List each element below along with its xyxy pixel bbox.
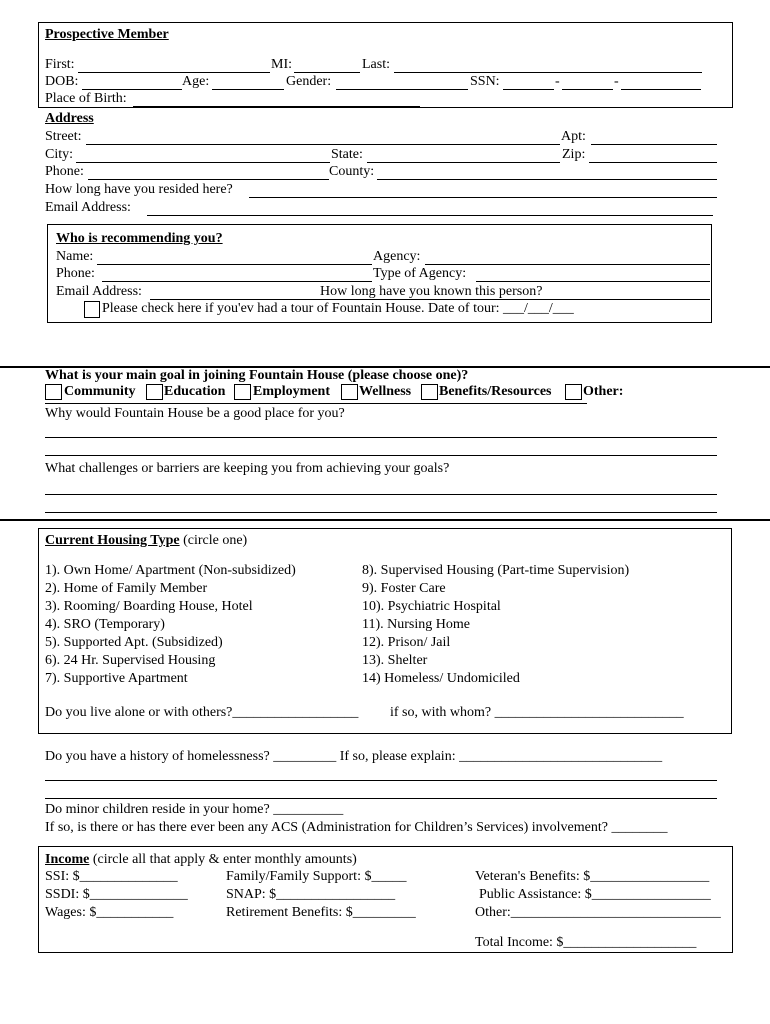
total-income-field[interactable]: Total Income: $___________________ bbox=[475, 935, 697, 950]
housing-option[interactable]: 12). Prison/ Jail bbox=[362, 635, 451, 650]
challenges-field-1[interactable] bbox=[45, 494, 717, 495]
housing-option[interactable]: 1). Own Home/ Apartment (Non-subsidized) bbox=[45, 563, 296, 578]
phone-field[interactable] bbox=[88, 179, 329, 180]
gender-field[interactable] bbox=[336, 89, 468, 90]
housing-option[interactable]: 8). Supervised Housing (Part-time Supervision) bbox=[362, 563, 630, 578]
retirement-benefits-field[interactable]: Retirement Benefits: $_________ bbox=[226, 905, 416, 920]
goal-question: What is your main goal in joining Fountain House (please choose one)? bbox=[45, 368, 469, 383]
how-long-resided-label: How long have you resided here? bbox=[45, 182, 233, 197]
goal-employment-label: Employment bbox=[253, 384, 330, 399]
ssn-dash-1: - bbox=[555, 74, 560, 89]
housing-option[interactable]: 6). 24 Hr. Supervised Housing bbox=[45, 653, 216, 668]
address-title: Address bbox=[45, 111, 94, 126]
ssn-label: SSN: bbox=[470, 74, 500, 89]
rec-type-label: Type of Agency: bbox=[373, 266, 467, 281]
public-assistance-field[interactable]: Public Assistance: $_________________ bbox=[479, 887, 711, 902]
goal-benefits-checkbox[interactable] bbox=[421, 384, 438, 400]
place-of-birth-field[interactable] bbox=[133, 106, 420, 107]
housing-option[interactable]: 13). Shelter bbox=[362, 653, 428, 668]
ssn-field-1[interactable] bbox=[503, 89, 554, 90]
city-field[interactable] bbox=[76, 162, 330, 163]
goal-community-checkbox[interactable] bbox=[45, 384, 62, 400]
tour-label: Please check here if you'ev had a tour of Fountain House. Date of tour: ___/___/___ bbox=[102, 301, 574, 316]
rec-phone-label: Phone: bbox=[56, 266, 95, 281]
housing-title-row bbox=[45, 533, 247, 549]
goal-employment-checkbox[interactable] bbox=[234, 384, 251, 400]
prospective-member-title: Prospective Member bbox=[45, 27, 169, 42]
rec-name-label: Name: bbox=[56, 249, 94, 264]
email-label: Email Address: bbox=[45, 200, 131, 215]
goal-benefits-label: Benefits/Resources bbox=[439, 384, 552, 399]
goal-wellness-checkbox[interactable] bbox=[341, 384, 358, 400]
housing-option[interactable]: 14) Homeless/ Undomiciled bbox=[362, 671, 520, 686]
mi-field[interactable] bbox=[294, 72, 360, 73]
ssn-field-3[interactable] bbox=[621, 89, 701, 90]
with-whom-question[interactable]: if so, with whom? ___________________________ bbox=[390, 705, 684, 720]
goal-community-label: Community bbox=[64, 384, 136, 399]
dob-label: DOB: bbox=[45, 74, 79, 89]
section-divider-2 bbox=[0, 519, 770, 521]
age-field[interactable] bbox=[212, 89, 284, 90]
challenges-label: What challenges or barriers are keeping you from achieving your goals? bbox=[45, 461, 450, 476]
income-title-row bbox=[45, 852, 357, 868]
minor-children-question[interactable]: Do minor children reside in your home? __________ bbox=[45, 802, 344, 817]
housing-option[interactable]: 7). Supportive Apartment bbox=[45, 671, 188, 686]
rec-agency-field[interactable] bbox=[425, 264, 710, 265]
apt-field[interactable] bbox=[591, 144, 717, 145]
why-label: Why would Fountain House be a good place for you? bbox=[45, 406, 345, 421]
how-long-resided-field[interactable] bbox=[249, 197, 717, 198]
goal-other-checkbox[interactable] bbox=[565, 384, 582, 400]
street-field[interactable] bbox=[86, 144, 560, 145]
homelessness-field-1[interactable] bbox=[45, 780, 717, 781]
mi-label: MI: bbox=[271, 57, 292, 72]
last-field[interactable] bbox=[394, 72, 702, 73]
why-field-1[interactable] bbox=[45, 437, 717, 438]
ssn-field-2[interactable] bbox=[562, 89, 613, 90]
income-title: Income bbox=[45, 852, 90, 867]
housing-option[interactable]: 9). Foster Care bbox=[362, 581, 446, 596]
snap-field[interactable]: SNAP: $_________________ bbox=[226, 887, 396, 902]
email-field[interactable] bbox=[147, 215, 713, 216]
other-income-field[interactable]: Other:______________________________ bbox=[475, 905, 721, 920]
homelessness-field-2[interactable] bbox=[45, 798, 717, 799]
last-label: Last: bbox=[362, 57, 390, 72]
rec-known-label: How long have you known this person? bbox=[320, 284, 543, 299]
gender-label: Gender: bbox=[286, 74, 332, 89]
housing-option[interactable]: 2). Home of Family Member bbox=[45, 581, 208, 596]
acs-question[interactable]: If so, is there or has there ever been any ACS (Administration for Children’s Services) involvement? ________ bbox=[45, 820, 668, 835]
income-hint: (circle all that apply & enter monthly amounts) bbox=[92, 852, 357, 867]
housing-title: Current Housing Type bbox=[45, 533, 180, 548]
why-field-2[interactable] bbox=[45, 455, 717, 456]
housing-option[interactable]: 3). Rooming/ Boarding House, Hotel bbox=[45, 599, 253, 614]
tour-checkbox[interactable] bbox=[84, 301, 100, 318]
rec-type-field[interactable] bbox=[476, 281, 710, 282]
rec-agency-label: Agency: bbox=[373, 249, 421, 264]
age-label: Age: bbox=[182, 74, 210, 89]
ssdi-field[interactable]: SSDI: $______________ bbox=[45, 887, 188, 902]
rec-name-field[interactable] bbox=[97, 264, 372, 265]
goal-divider bbox=[45, 403, 587, 404]
goal-education-checkbox[interactable] bbox=[146, 384, 163, 400]
ssn-dash-2: - bbox=[614, 74, 619, 89]
family-support-field[interactable]: Family/Family Support: $_____ bbox=[226, 869, 407, 884]
city-label: City: bbox=[45, 147, 74, 162]
rec-phone-field[interactable] bbox=[102, 281, 372, 282]
county-field[interactable] bbox=[377, 179, 717, 180]
phone-label: Phone: bbox=[45, 164, 84, 179]
county-label: County: bbox=[329, 164, 375, 179]
goal-education-label: Education bbox=[164, 384, 226, 399]
goal-wellness-label: Wellness bbox=[359, 384, 412, 399]
rec-email-label: Email Address: bbox=[56, 284, 142, 299]
housing-list-right bbox=[362, 562, 629, 688]
first-label: First: bbox=[45, 57, 75, 72]
recommending-title: Who is recommending you? bbox=[56, 231, 223, 246]
state-label: State: bbox=[331, 147, 363, 162]
live-alone-question[interactable]: Do you live alone or with others?__________________ bbox=[45, 705, 359, 720]
housing-option[interactable]: 5). Supported Apt. (Subsidized) bbox=[45, 635, 223, 650]
housing-hint: (circle one) bbox=[183, 533, 248, 548]
zip-label: Zip: bbox=[562, 147, 586, 162]
housing-option[interactable]: 11). Nursing Home bbox=[362, 617, 470, 632]
housing-option[interactable]: 10). Psychiatric Hospital bbox=[362, 599, 501, 614]
state-field[interactable] bbox=[367, 162, 560, 163]
veteran-benefits-field[interactable]: Veteran's Benefits: $_________________ bbox=[475, 869, 710, 884]
zip-field[interactable] bbox=[589, 162, 717, 163]
apt-label: Apt: bbox=[561, 129, 586, 144]
homelessness-question[interactable]: Do you have a history of homelessness? _________ If so, please explain: _____________________________ bbox=[45, 749, 663, 764]
housing-list-left bbox=[45, 562, 296, 688]
first-field[interactable] bbox=[78, 72, 270, 73]
housing-option[interactable]: 4). SRO (Temporary) bbox=[45, 617, 165, 632]
place-of-birth-label: Place of Birth: bbox=[45, 91, 127, 106]
goal-other-label: Other: bbox=[583, 384, 624, 399]
ssi-field[interactable]: SSI: $______________ bbox=[45, 869, 178, 884]
challenges-field-2[interactable] bbox=[45, 512, 717, 513]
street-label: Street: bbox=[45, 129, 82, 144]
dob-field[interactable] bbox=[82, 89, 182, 90]
rec-email-field[interactable] bbox=[150, 299, 710, 300]
wages-field[interactable]: Wages: $___________ bbox=[45, 905, 174, 920]
